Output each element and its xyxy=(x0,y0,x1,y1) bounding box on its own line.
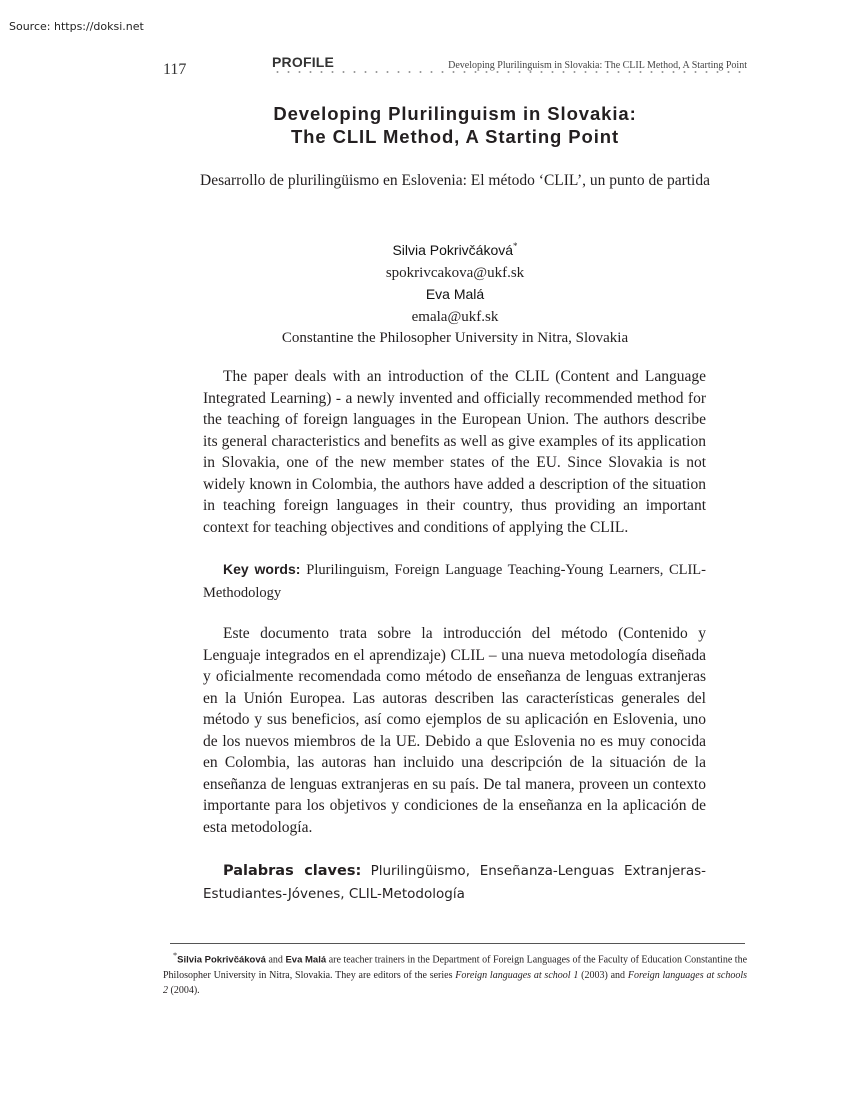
abstract-english xyxy=(203,366,706,538)
footnote-series-2: Foreign languages at schools 2 xyxy=(163,969,748,997)
keywords-text: Plurilinguism, Foreign Language Teaching-Young Learners, CLIL-Methodology xyxy=(203,562,706,601)
author-2 xyxy=(0,284,850,307)
abstract-spanish-text: Este documento trata sobre la introducción del método (Contenido y Lenguaje integrados en el aprendizaje) CLIL – una nueva metodología diseñada y oficialmente recomendada como método de enseñanza de lenguas extranjeras en la Unión Europea. Las autoras describen las características generales del método y sus beneficios, así como ejemplos de su aplicación en Eslovenia, uno de los nuevos miembros de la UE. Debido a que Eslovenia no es muy conocida en Colombia, las autoras han incluido una descripción de la situación de la enseñanza de lenguas extranjeras en su país. De tal manera, proveen un contexto importante para los objetivos y condiciones de la enseñanza en la aplicación de esta metodología. xyxy=(203,625,706,836)
article-subtitle: Desarrollo de plurilingüismo en Eslovenia: El método ‘CLIL’, un punto de partida xyxy=(200,172,710,189)
palabras-claves-text: Plurilingüismo, Enseñanza-Lenguas Extranjeras-Estudiantes-Jóvenes, CLIL-Metodología xyxy=(203,863,706,902)
keywords xyxy=(203,559,706,604)
abstract-spanish xyxy=(203,623,706,838)
footnote-year-1: (2003) and xyxy=(581,969,626,981)
footnote-text: are teacher trainers in the Department of Foreign Languages of the Faculty of Education Constantine the Philosopher University in Nitra, Slovakia. They are editors of the series xyxy=(163,954,748,981)
footnote-year-2: (2004). xyxy=(170,985,200,997)
footnote-conj: and xyxy=(268,954,283,966)
footnote-author-1: Silvia Pokrivčáková xyxy=(177,954,266,966)
footnote-marker: * xyxy=(173,951,178,960)
article-title xyxy=(0,102,850,148)
author-block xyxy=(0,236,850,350)
author-2-name: Eva Malá xyxy=(425,286,485,302)
title-line-2: The CLIL Method, A Starting Point xyxy=(290,126,620,147)
source-note: Source: https://doksi.net xyxy=(9,20,144,33)
footnote xyxy=(163,948,747,999)
author-1-marker: * xyxy=(513,241,518,251)
affiliation: Constantine the Philosopher University in Nitra, Slovakia xyxy=(281,330,629,346)
footnote-author-2: Eva Malá xyxy=(285,954,327,966)
footnote-rule xyxy=(170,943,745,944)
author-1-name: Silvia Pokrivčáková xyxy=(392,242,514,258)
section-label: PROFILE xyxy=(272,54,335,70)
author-1-email: spokrivcakova@ukf.sk xyxy=(385,264,525,281)
author-2-email: emala@ukf.sk xyxy=(411,308,499,325)
abstract-english-text: The paper deals with an introduction of the CLIL (Content and Language Integrated Learning) - a newly invented and officially recommended method for the teaching of foreign languages in the European Union. The authors describe its general characteristics and benefits as well as give examples of its application in Slovakia, one of the new member states of the EU. Since Slovakia is not widely known in Colombia, the authors have added a description of the situation in teaching foreign languages in their country, thus providing an important context for teaching objectives and conditions of applying the CLIL. xyxy=(203,368,706,536)
palabras-claves-label: Palabras claves: xyxy=(223,863,362,879)
running-title: Developing Plurilinguism in Slovakia: The CLIL Method, A Starting Point xyxy=(448,60,747,71)
title-line-1: Developing Plurilinguism in Slovakia: xyxy=(273,103,637,124)
keywords-label: Key words: xyxy=(223,561,301,577)
dotted-divider xyxy=(272,71,747,73)
footnote-series-1: Foreign languages at school 1 xyxy=(455,969,579,981)
palabras-claves xyxy=(203,860,706,905)
page-number: 117 xyxy=(163,61,187,78)
author-1 xyxy=(0,236,850,263)
